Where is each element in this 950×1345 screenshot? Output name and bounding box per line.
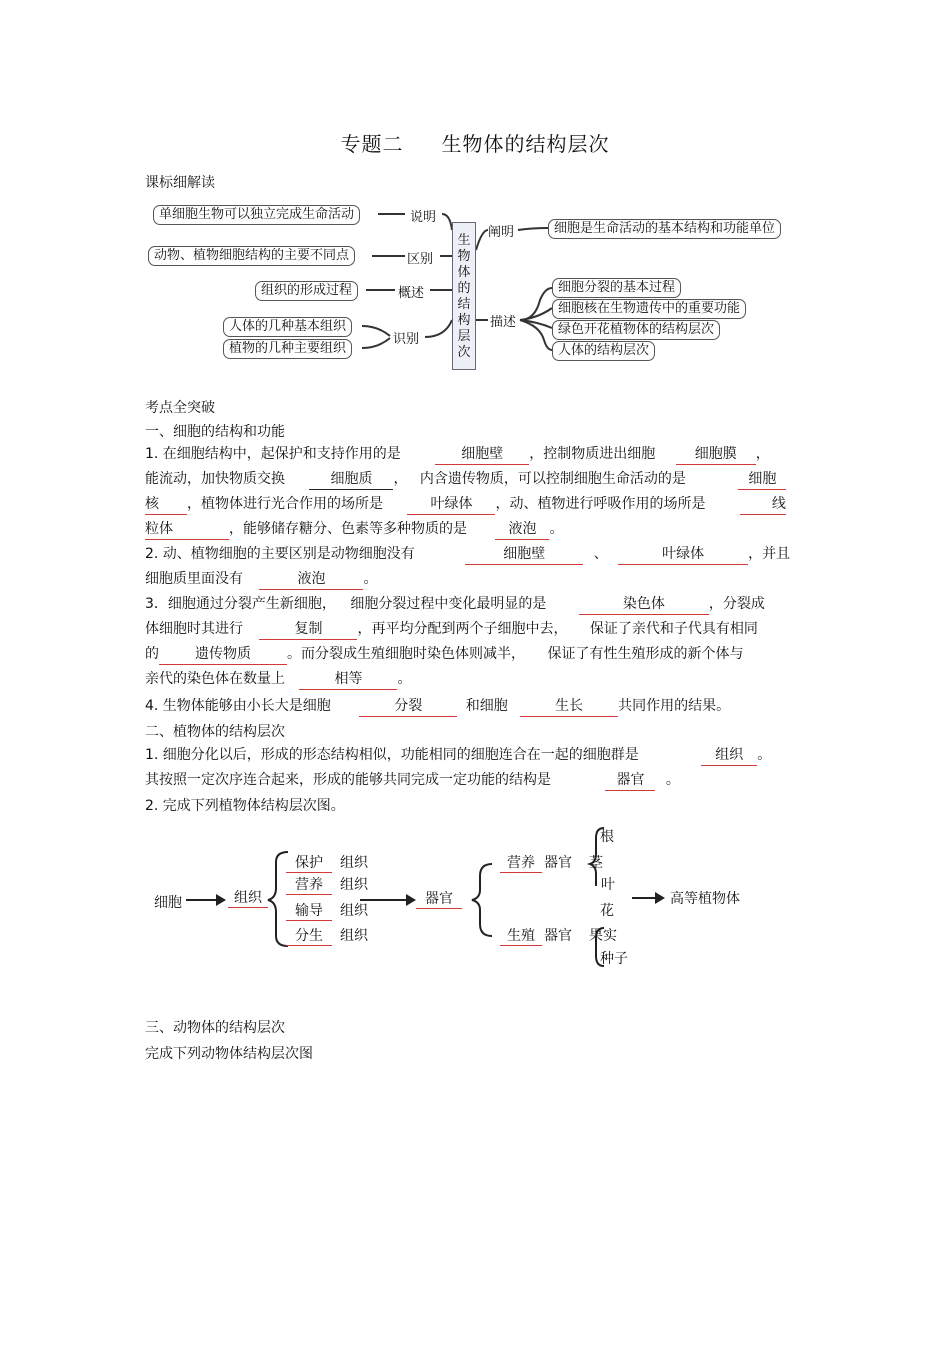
section-kebiao: 课标细解读 bbox=[145, 175, 215, 191]
mm-label-overview: 概述 bbox=[398, 286, 425, 301]
text: 1. 在细胞结构中，起保护和支持作用的是 bbox=[145, 446, 401, 462]
organ-seed: 种子 bbox=[600, 951, 628, 967]
text: 亲代的染色体在数量上 bbox=[145, 671, 285, 687]
mm-label-explain: 说明 bbox=[410, 210, 437, 225]
mm-center-char: 结 bbox=[457, 297, 471, 312]
mm-box-plant-levels: 绿色开花植物体的结构层次 bbox=[552, 320, 720, 340]
mm-center-char: 层 bbox=[457, 329, 471, 344]
answer-blank: 叶绿体 bbox=[407, 494, 495, 515]
mm-box-cell-unit: 细胞是生命活动的基本结构和功能单位 bbox=[548, 219, 781, 239]
text: ， bbox=[755, 446, 770, 462]
answer-blank: 细胞壁 bbox=[435, 444, 529, 465]
text: 。 bbox=[397, 671, 412, 687]
text: 细胞质里面没有 bbox=[145, 571, 243, 587]
text: ，植物体进行光合作用的场所是 bbox=[187, 496, 383, 512]
text: 细胞分裂过程中变化最明显的是 bbox=[350, 596, 547, 612]
mm-label-clarify: 阐明 bbox=[488, 225, 515, 240]
answer-blank: 组织 bbox=[701, 745, 757, 766]
text: 4. 生物体能够由小长大是细胞 bbox=[145, 698, 331, 714]
section-kaodian: 考点全突破 bbox=[145, 400, 215, 416]
text: 。而分裂成生殖细胞时染色体则减半， bbox=[287, 646, 525, 662]
diagram-organ-answer: 器官 bbox=[416, 888, 462, 909]
text: 1. 细胞分化以后，形成的形态结构相似，功能相同的细胞连合在一起的细胞群是 bbox=[145, 747, 639, 763]
text: 组织 bbox=[340, 855, 368, 871]
mm-box-explain: 单细胞生物可以独立完成生命活动 bbox=[153, 205, 360, 225]
answer-blank: 保护 bbox=[286, 852, 332, 873]
answer-blank: 细胞质 bbox=[309, 469, 393, 490]
text: 3．细胞通过分裂产生新细胞， bbox=[145, 596, 336, 612]
text: 共同作用的结果。 bbox=[618, 698, 731, 714]
diagram-tissue-row bbox=[286, 900, 368, 921]
mm-box-nucleus: 细胞核在生物遗传中的重要功能 bbox=[552, 299, 746, 319]
title-part1: 专题二 bbox=[340, 132, 404, 156]
mm-box-human-levels: 人体的结构层次 bbox=[552, 341, 655, 361]
text: ， bbox=[393, 471, 408, 487]
text: ，并且 bbox=[748, 546, 791, 562]
text: 。 bbox=[549, 521, 564, 537]
organ-stem: 茎 bbox=[589, 855, 603, 871]
answer-blank: 营养 bbox=[500, 852, 542, 873]
text: 。 bbox=[665, 772, 680, 788]
answer-blank: 相等 bbox=[299, 669, 397, 690]
answer-blank: 器官 bbox=[605, 770, 655, 791]
text: ，动、植物进行呼吸作用的场所是 bbox=[495, 496, 706, 512]
diagram-tissue-answer: 组织 bbox=[228, 887, 268, 908]
section-heading-2: 二、植物体的结构层次 bbox=[145, 724, 285, 740]
text: 器官 bbox=[544, 928, 572, 944]
mm-center-char: 生 bbox=[457, 233, 471, 248]
mm-center-char: 体 bbox=[457, 265, 471, 280]
answer-blank: 液泡 bbox=[495, 519, 549, 540]
answer-blank: 分生 bbox=[286, 925, 332, 946]
organ-leaf: 叶 bbox=[601, 877, 615, 893]
text: 。 bbox=[757, 747, 772, 763]
text: 组织 bbox=[340, 877, 368, 893]
animal-diagram-prompt: 完成下列动物体结构层次图 bbox=[145, 1046, 313, 1062]
text: 和细胞 bbox=[465, 698, 508, 714]
mm-center-char: 的 bbox=[457, 281, 471, 296]
answer-blank: 输导 bbox=[286, 900, 332, 921]
answer-blank: 线 bbox=[740, 494, 786, 515]
text: 组织 bbox=[340, 928, 368, 944]
mm-label-describe: 描述 bbox=[490, 315, 517, 330]
mm-box-tissue-form: 组织的形成过程 bbox=[255, 281, 358, 301]
mm-box-plant-tissue: 植物的几种主要组织 bbox=[223, 339, 352, 359]
answer-blank: 液泡 bbox=[259, 569, 363, 590]
answer-blank: 营养 bbox=[286, 874, 332, 895]
answer-blank: 叶绿体 bbox=[618, 544, 748, 565]
mm-label-identify: 识别 bbox=[393, 332, 420, 347]
diagram-tissue-row bbox=[286, 925, 368, 946]
mm-center-char: 构 bbox=[457, 313, 471, 328]
section-heading-1: 一、细胞的结构和功能 bbox=[145, 424, 285, 440]
answer-blank: 核 bbox=[145, 494, 187, 515]
diagram-organ-row bbox=[500, 925, 572, 946]
text: 2. 动、植物细胞的主要区别是动物细胞没有 bbox=[145, 546, 415, 562]
mm-box-human-tissue: 人体的几种基本组织 bbox=[223, 317, 352, 337]
text: ，分裂成 bbox=[708, 596, 765, 612]
text: ，能够储存糖分、色素等多种物质的是 bbox=[229, 521, 467, 537]
text: ，控制物质进出细胞 bbox=[529, 446, 656, 462]
section-heading-3: 三、动物体的结构层次 bbox=[145, 1020, 285, 1036]
organ-root: 根 bbox=[600, 829, 614, 845]
mm-label-difference: 区别 bbox=[407, 252, 434, 267]
answer-blank: 细胞壁 bbox=[465, 544, 583, 565]
text: ，再平均分配到两个子细胞中去， bbox=[357, 621, 568, 637]
text: 保证了有性生殖形成的新个体与 bbox=[547, 646, 744, 662]
answer-blank: 分裂 bbox=[359, 696, 457, 717]
diagram-organ-row bbox=[500, 852, 572, 873]
text: 体细胞时其进行 bbox=[145, 621, 243, 637]
diagram-tissue-row bbox=[286, 852, 368, 873]
answer-blank: 生殖 bbox=[500, 925, 542, 946]
text: 。 bbox=[363, 571, 378, 587]
answer-blank: 粒体 bbox=[145, 519, 229, 540]
answer-blank: 复制 bbox=[259, 619, 357, 640]
answer-blank: 生长 bbox=[520, 696, 618, 717]
mm-center-char: 物 bbox=[457, 249, 471, 264]
answer-blank: 染色体 bbox=[579, 594, 709, 615]
mm-box-division: 细胞分裂的基本过程 bbox=[552, 278, 681, 298]
diagram-tissue-row bbox=[286, 874, 368, 895]
organ-flower: 花 bbox=[600, 903, 614, 919]
text: 其按照一定次序连合起来，形成的能够共同完成一定功能的结构是 bbox=[145, 772, 551, 788]
answer-blank: 细胞 bbox=[738, 469, 786, 490]
text: 内含遗传物质，可以控制细胞生命活动的是 bbox=[419, 471, 686, 487]
answer-blank: 遗传物质 bbox=[159, 644, 287, 665]
mm-box-difference: 动物、植物细胞结构的主要不同点 bbox=[148, 246, 355, 266]
text: 保证了亲代和子代具有相同 bbox=[589, 621, 758, 637]
organ-fruit: 果实 bbox=[589, 928, 617, 944]
diagram-result: 高等植物体 bbox=[670, 891, 740, 907]
title-part2: 生物体的结构层次 bbox=[441, 132, 610, 156]
text: 组织 bbox=[340, 903, 368, 919]
text: 、 bbox=[593, 546, 608, 562]
mm-center-char: 次 bbox=[457, 345, 471, 360]
text: 的 bbox=[145, 646, 159, 662]
answer-blank: 细胞膜 bbox=[676, 444, 756, 465]
text: 器官 bbox=[544, 855, 572, 871]
text: 能流动，加快物质交换 bbox=[145, 471, 285, 487]
p2-line: 2. 完成下列植物体结构层次图。 bbox=[145, 798, 345, 814]
diagram-cell: 细胞 bbox=[154, 895, 182, 911]
